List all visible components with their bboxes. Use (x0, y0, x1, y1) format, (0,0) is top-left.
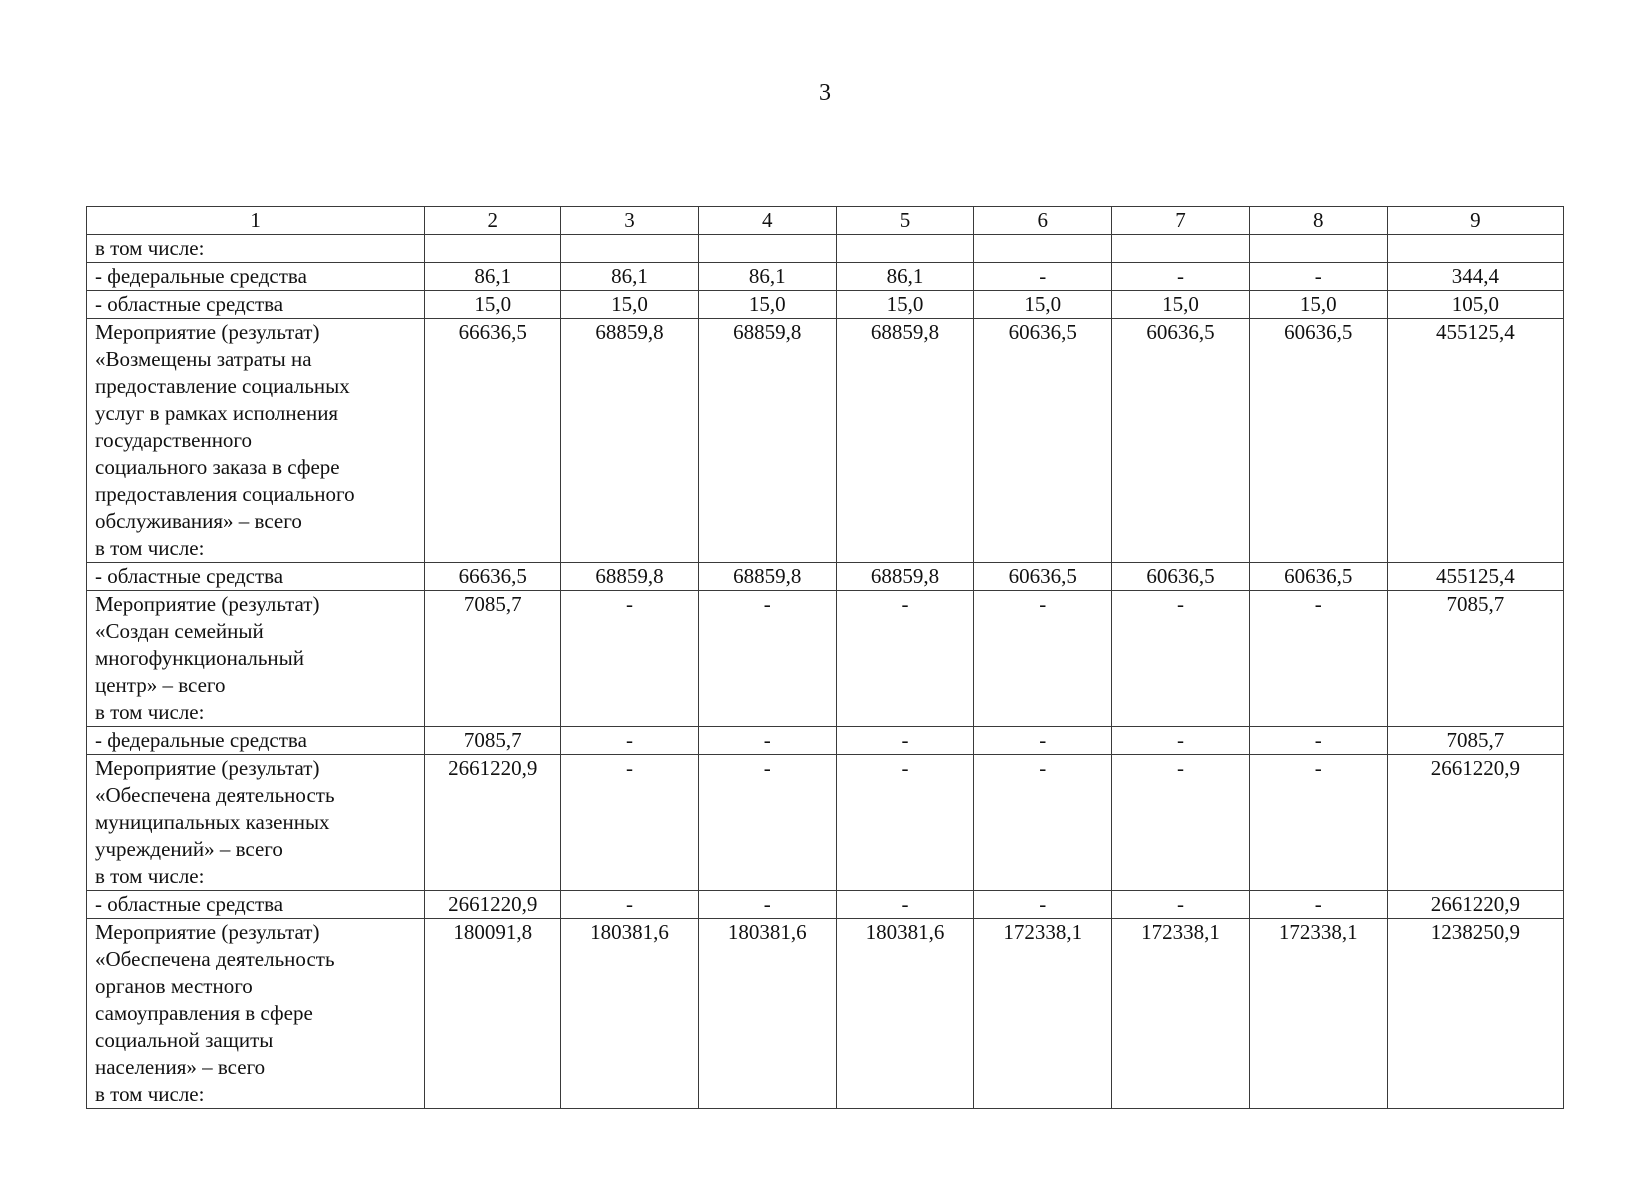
row-label-line: Мероприятие (результат) (95, 320, 320, 344)
value-cell: 172338,1 (1249, 919, 1387, 1109)
value-cell: 180091,8 (425, 919, 561, 1109)
row-label-line: «Обеспечена деятельность (95, 947, 335, 971)
value-cell: 7085,7 (425, 727, 561, 755)
value-cell: - (836, 727, 974, 755)
row-label-line: в том числе: (95, 236, 205, 260)
row-label-cell (87, 891, 425, 919)
value-cell: - (561, 591, 699, 727)
table-row (87, 727, 1564, 755)
page-number: 3 (819, 80, 831, 106)
value-cell (1112, 235, 1250, 263)
value-cell: - (974, 263, 1112, 291)
table-row (87, 755, 1564, 891)
value-cell: 455125,4 (1387, 563, 1563, 591)
value-cell: 15,0 (1112, 291, 1250, 319)
value-cell: - (1112, 755, 1250, 891)
row-label-cell (87, 755, 425, 891)
value-cell: - (561, 727, 699, 755)
column-number-cell: 7 (1112, 207, 1250, 235)
value-cell: - (1249, 755, 1387, 891)
value-cell: 86,1 (425, 263, 561, 291)
value-cell: 68859,8 (561, 319, 699, 563)
value-cell: - (836, 591, 974, 727)
row-label-line: государственного (95, 428, 253, 452)
value-cell: 68859,8 (698, 319, 836, 563)
value-cell: 180381,6 (698, 919, 836, 1109)
value-cell: 15,0 (1249, 291, 1387, 319)
row-label-line: «Обеспечена деятельность (95, 783, 335, 807)
value-cell: 68859,8 (836, 319, 974, 563)
value-cell: - (1112, 891, 1250, 919)
value-cell: 344,4 (1387, 263, 1563, 291)
value-cell: 15,0 (698, 291, 836, 319)
value-cell: 86,1 (561, 263, 699, 291)
row-label-line: услуг в рамках исполнения (95, 401, 339, 425)
row-label-line: многофункциональный (95, 646, 305, 670)
value-cell (974, 235, 1112, 263)
table-row (87, 235, 1564, 263)
value-cell: 2661220,9 (425, 891, 561, 919)
value-cell: 180381,6 (836, 919, 974, 1109)
column-number-cell: 8 (1249, 207, 1387, 235)
row-label-line: предоставление социальных (95, 374, 350, 398)
column-number-cell: 9 (1387, 207, 1563, 235)
value-cell: - (836, 891, 974, 919)
row-label-line: в том числе: (95, 1082, 205, 1106)
row-label-cell (87, 919, 425, 1109)
value-cell: - (1112, 263, 1250, 291)
value-cell: 60636,5 (1249, 563, 1387, 591)
value-cell: 1238250,9 (1387, 919, 1563, 1109)
value-cell: 60636,5 (1112, 563, 1250, 591)
value-cell: 15,0 (425, 291, 561, 319)
row-label-line: - областные средства (95, 892, 284, 916)
column-number-cell: 6 (974, 207, 1112, 235)
value-cell: - (698, 591, 836, 727)
value-cell: 7085,7 (1387, 591, 1563, 727)
value-cell: - (974, 591, 1112, 727)
row-label-line: в том числе: (95, 536, 205, 560)
column-number-cell: 1 (87, 207, 425, 235)
value-cell (561, 235, 699, 263)
value-cell: - (698, 755, 836, 891)
value-cell (425, 235, 561, 263)
value-cell: - (1249, 727, 1387, 755)
value-cell: 15,0 (561, 291, 699, 319)
value-cell: 86,1 (698, 263, 836, 291)
table-row (87, 891, 1564, 919)
row-label-cell (87, 263, 425, 291)
table-row (87, 263, 1564, 291)
row-label-line: в том числе: (95, 700, 205, 724)
value-cell: - (561, 891, 699, 919)
row-label-line: Мероприятие (результат) (95, 592, 320, 616)
value-cell: 15,0 (836, 291, 974, 319)
value-cell: 455125,4 (1387, 319, 1563, 563)
row-label-line: Мероприятие (результат) (95, 756, 320, 780)
value-cell (698, 235, 836, 263)
row-label-line: в том числе: (95, 864, 205, 888)
value-cell: 15,0 (974, 291, 1112, 319)
value-cell (1249, 235, 1387, 263)
row-label-cell (87, 591, 425, 727)
row-label-line: социальной защиты (95, 1028, 274, 1052)
table-row (87, 319, 1564, 563)
row-label-line: предоставления социального (95, 482, 355, 506)
table-row (87, 919, 1564, 1109)
value-cell: - (1112, 591, 1250, 727)
row-label-line: - федеральные средства (95, 264, 307, 288)
column-number-cell: 4 (698, 207, 836, 235)
row-label-line: - областные средства (95, 292, 284, 316)
row-label-line: социального заказа в сфере (95, 455, 340, 479)
value-cell: - (1112, 727, 1250, 755)
row-label-line: «Создан семейный (95, 619, 264, 643)
value-cell: 2661220,9 (425, 755, 561, 891)
value-cell: 172338,1 (1112, 919, 1250, 1109)
value-cell: 60636,5 (974, 319, 1112, 563)
value-cell: 7085,7 (1387, 727, 1563, 755)
row-label-line: «Возмещены затраты на (95, 347, 312, 371)
value-cell: 66636,5 (425, 563, 561, 591)
row-label-line: самоуправления в сфере (95, 1001, 313, 1025)
value-cell: - (974, 727, 1112, 755)
row-label-cell (87, 235, 425, 263)
value-cell (836, 235, 974, 263)
value-cell: 180381,6 (561, 919, 699, 1109)
row-label-line: населения» – всего (95, 1055, 266, 1079)
value-cell: 68859,8 (698, 563, 836, 591)
value-cell: 60636,5 (1249, 319, 1387, 563)
table-row (87, 591, 1564, 727)
row-label-cell (87, 727, 425, 755)
value-cell (1387, 235, 1563, 263)
value-cell: 2661220,9 (1387, 755, 1563, 891)
column-number-cell: 3 (561, 207, 699, 235)
value-cell: - (1249, 891, 1387, 919)
value-cell: 86,1 (836, 263, 974, 291)
row-label-cell (87, 319, 425, 563)
value-cell: - (1249, 591, 1387, 727)
value-cell: - (974, 891, 1112, 919)
value-cell: 7085,7 (425, 591, 561, 727)
row-label-line: - федеральные средства (95, 728, 307, 752)
value-cell: - (561, 755, 699, 891)
value-cell: - (974, 755, 1112, 891)
table-row (87, 563, 1564, 591)
row-label-line: - областные средства (95, 564, 284, 588)
row-label-line: центр» – всего (95, 673, 226, 697)
row-label-line: органов местного (95, 974, 253, 998)
row-label-line: Мероприятие (результат) (95, 920, 320, 944)
value-cell: - (1249, 263, 1387, 291)
table-row (87, 291, 1564, 319)
value-cell: 2661220,9 (1387, 891, 1563, 919)
row-label-line: обслуживания» – всего (95, 509, 302, 533)
value-cell: - (836, 755, 974, 891)
value-cell: 172338,1 (974, 919, 1112, 1109)
value-cell: 68859,8 (561, 563, 699, 591)
row-label-cell (87, 563, 425, 591)
row-label-cell (87, 291, 425, 319)
row-label-line: муниципальных казенных (95, 810, 330, 834)
column-number-cell: 5 (836, 207, 974, 235)
budget-table (86, 206, 1564, 1109)
value-cell: 105,0 (1387, 291, 1563, 319)
row-label-line: учреждений» – всего (95, 837, 283, 861)
value-cell: 60636,5 (1112, 319, 1250, 563)
value-cell: - (698, 891, 836, 919)
table-header-row (87, 207, 1564, 235)
value-cell: 66636,5 (425, 319, 561, 563)
column-number-cell: 2 (425, 207, 561, 235)
value-cell: - (698, 727, 836, 755)
value-cell: 68859,8 (836, 563, 974, 591)
value-cell: 60636,5 (974, 563, 1112, 591)
